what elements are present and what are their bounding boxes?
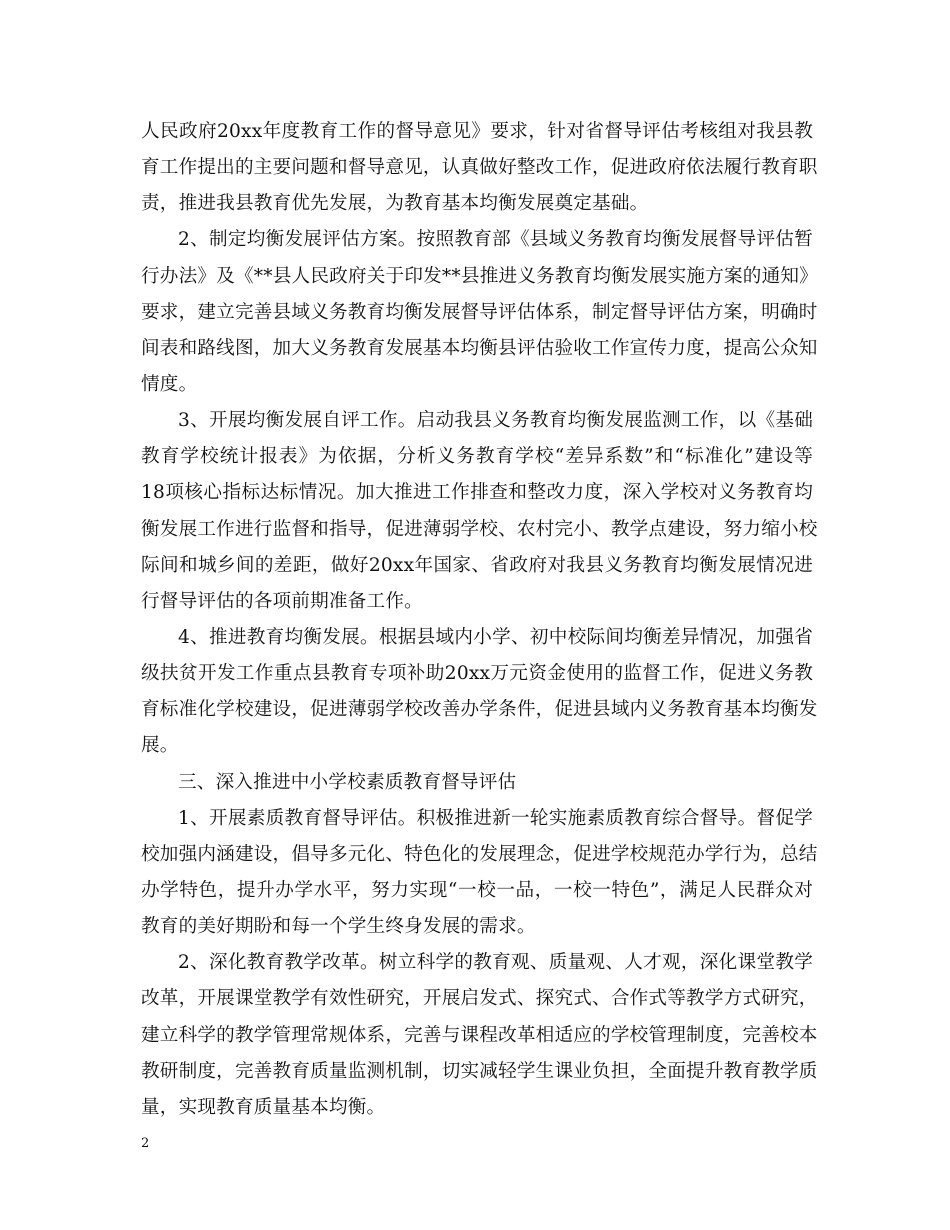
- text-line: 级扶贫开发工作重点县教育专项补助20xx万元资金使用的监督工作，促进义务教: [141, 663, 813, 685]
- text-line: 教研制度，完善教育质量监测机制，切实减轻学生课业负担，全面提升教育教学质: [141, 1060, 818, 1082]
- text-line: 2、深化教育教学改革。树立科学的教育观、质量观、人才观，深化课堂教学: [178, 952, 813, 974]
- text-line: 校加强内涵建设，倡导多元化、特色化的发展理念，促进学校规范办学行为，总结: [141, 843, 818, 865]
- text-line: 1、开展素质教育督导评估。积极推进新一轮实施素质教育综合督导。督促学: [178, 807, 813, 829]
- text-line: 3、开展均衡发展自评工作。启动我县义务教育均衡发展监测工作，以《基础: [178, 410, 813, 432]
- text-line: 行办法》及《**县人民政府关于印发**县推进义务教育均衡发展实施方案的通知》: [141, 265, 818, 287]
- page-number: 2: [141, 1136, 150, 1151]
- text-line: 情度。: [141, 373, 198, 395]
- text-line: 4、推进教育均衡发展。根据县域内小学、初中校际间均衡差异情况，加强省: [178, 626, 813, 648]
- section-heading: 三、深入推进中小学校素质教育督导评估: [178, 771, 517, 793]
- text-line: 教育学校统计报表》为依据，分析义务教育学校“差异系数”和“标准化”建设等: [141, 446, 813, 468]
- text-line: 责，推进我县教育优先发展，为教育基本均衡发展奠定基础。: [141, 193, 649, 215]
- text-line: 间表和路线图，加大义务教育发展基本均衡县评估验收工作宣传力度，提高公众知: [141, 337, 818, 359]
- body-text: [141, 114, 818, 1126]
- text-line: 行督导评估的各项前期准备工作。: [141, 590, 423, 612]
- text-line: 衡发展工作进行监督和指导，促进薄弱学校、农村完小、教学点建设，努力缩小校: [141, 518, 818, 540]
- text-line: 教育的美好期盼和每一个学生终身发展的需求。: [141, 916, 536, 938]
- text-line: 改革，开展课堂教学有效性研究，开展启发式、探究式、合作式等教学方式研究，: [141, 988, 818, 1010]
- text-line: 要求，建立完善县域义务教育均衡发展督导评估体系，制定督导评估方案，明确时: [141, 301, 818, 323]
- text-line: 2、制定均衡发展评估方案。按照教育部《县域义务教育均衡发展督导评估暂: [178, 229, 813, 251]
- text-line: 办学特色，提升办学水平，努力实现“一校一品，一校一特色”，满足人民群众对: [141, 879, 813, 901]
- text-line: 18项核心指标达标情况。加大推进工作排查和整改力度，深入学校对义务教育均: [141, 482, 813, 504]
- text-line: 人民政府20xx年度教育工作的督导意见》要求，针对省督导评估考核组对我县教: [141, 121, 813, 142]
- text-line: 际间和城乡间的差距，做好20xx年国家、省政府对我县义务教育均衡发展情况进: [141, 554, 813, 576]
- text-line: 建立科学的教学管理常规体系，完善与课程改革相适应的学校管理制度，完善校本: [141, 1024, 818, 1046]
- text-line: 育标准化学校建设，促进薄弱学校改善办学条件，促进县域内义务教育基本均衡发: [141, 699, 818, 721]
- text-line: 育工作提出的主要问题和督导意见，认真做好整改工作，促进政府依法履行教育职: [141, 157, 818, 179]
- text-line: 量，实现教育质量基本均衡。: [141, 1096, 386, 1118]
- text-line: 展。: [141, 735, 179, 757]
